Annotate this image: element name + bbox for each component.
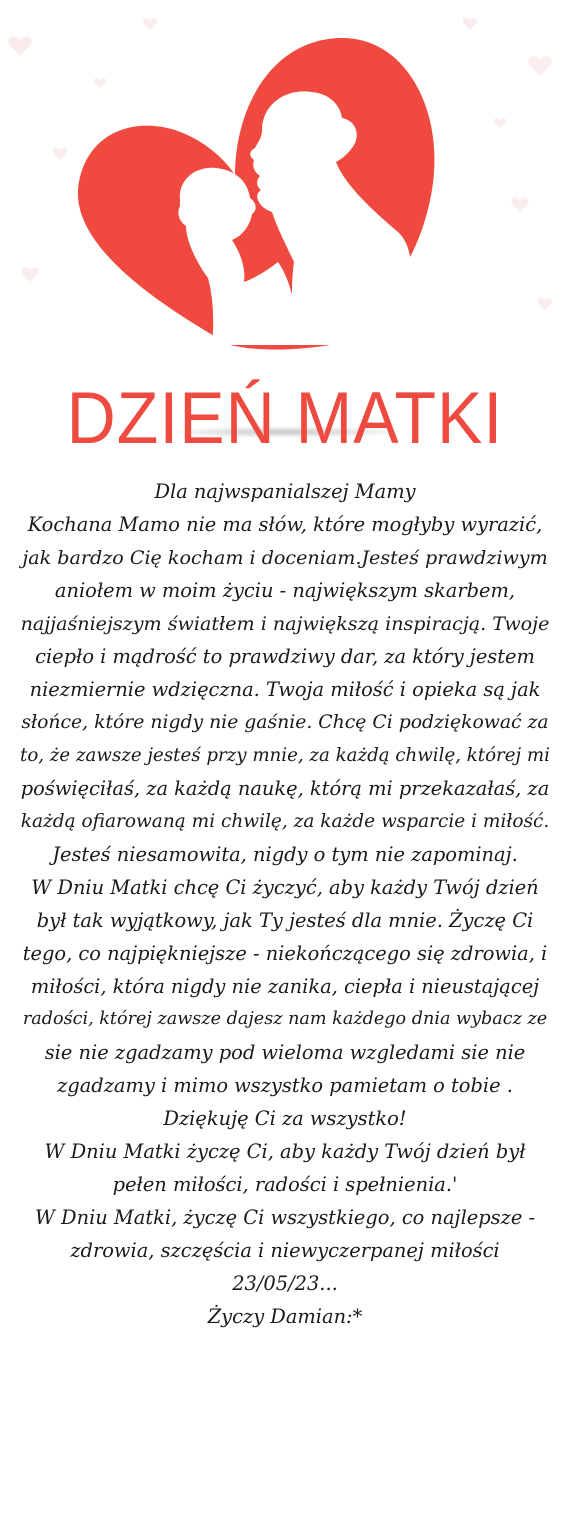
message-line: W Dniu Matki chcę Ci życzyć, aby każdy Twój dzień [31,876,539,899]
message-line: słońce, które nigdy nie gaśnie. Chcę Ci podziękować za [21,712,549,733]
message-line: najjaśniejszym światłem i największą inspiracją. Twoje [20,612,550,635]
message-line: sie nie zgadzamy pod wieloma wzgledami sie nie [44,1041,526,1064]
message-line: radości, której zawsze dajesz nam każdego dnia wybacz ze [22,1009,548,1029]
message-line: 23/05/23... [232,1272,338,1295]
message-line: tego, co najpiękniejsze - niekończącego się zdrowia, i [22,942,548,965]
message-line: to, że zawsze jesteś przy mnie, za każdą chwilę, której mi [20,745,550,766]
message-line: Dla najwspanialszej Mamy [154,480,416,503]
greeting-message [20,475,550,1333]
message-line: Kochana Mamo nie ma słów, które mogłyby wyrazić, [27,513,543,536]
message-line: miłości, która nigdy nie zanika, ciepła i nieustającej [30,975,540,998]
message-line: każdą ofiarowaną mi chwilę, za każde wsparcie i miłość. [20,811,550,832]
message-line: był tak wyjątkowy, jak Ty jesteś dla mnie. Życzę Ci [36,909,534,932]
message-line: zgadzamy i mimo wszystko pamietam o tobie . [57,1074,513,1097]
message-line: Jesteś niesamowita, nigdy o tym nie zapominaj. [52,843,518,866]
message-line: poświęciłaś, za każdą naukę, którą mi przekazałaś, za [20,777,550,800]
message-line: jak bardzo Cię kocham i doceniam.Jesteś prawdziwym [22,546,548,569]
message-line: ciepło i mądrość to prawdziwy dar, za który jestem [35,645,535,668]
message-line: niezmiernie wdzięczna. Twoja miłość i opieka są jak [29,678,541,701]
message-line: W Dniu Matki życzę Ci, aby każdy Twój dzień był [44,1140,526,1163]
message-signature: Życzy Damian:* [207,1305,363,1328]
message-line: zdrowia, szczęścia i niewyczerpanej miłości [70,1239,500,1262]
page-title: DZIEŃ MATKI [66,376,504,459]
message-line: pełen miłości, radości i spełnienia.' [112,1173,458,1196]
message-line: Dziękuję Ci za wszystko! [163,1107,407,1130]
message-line: W Dniu Matki, życzę Ci wszystkiego, co najlepsze - [34,1206,536,1229]
message-line: aniołem w moim życiu - największym skarbem, [54,579,516,602]
